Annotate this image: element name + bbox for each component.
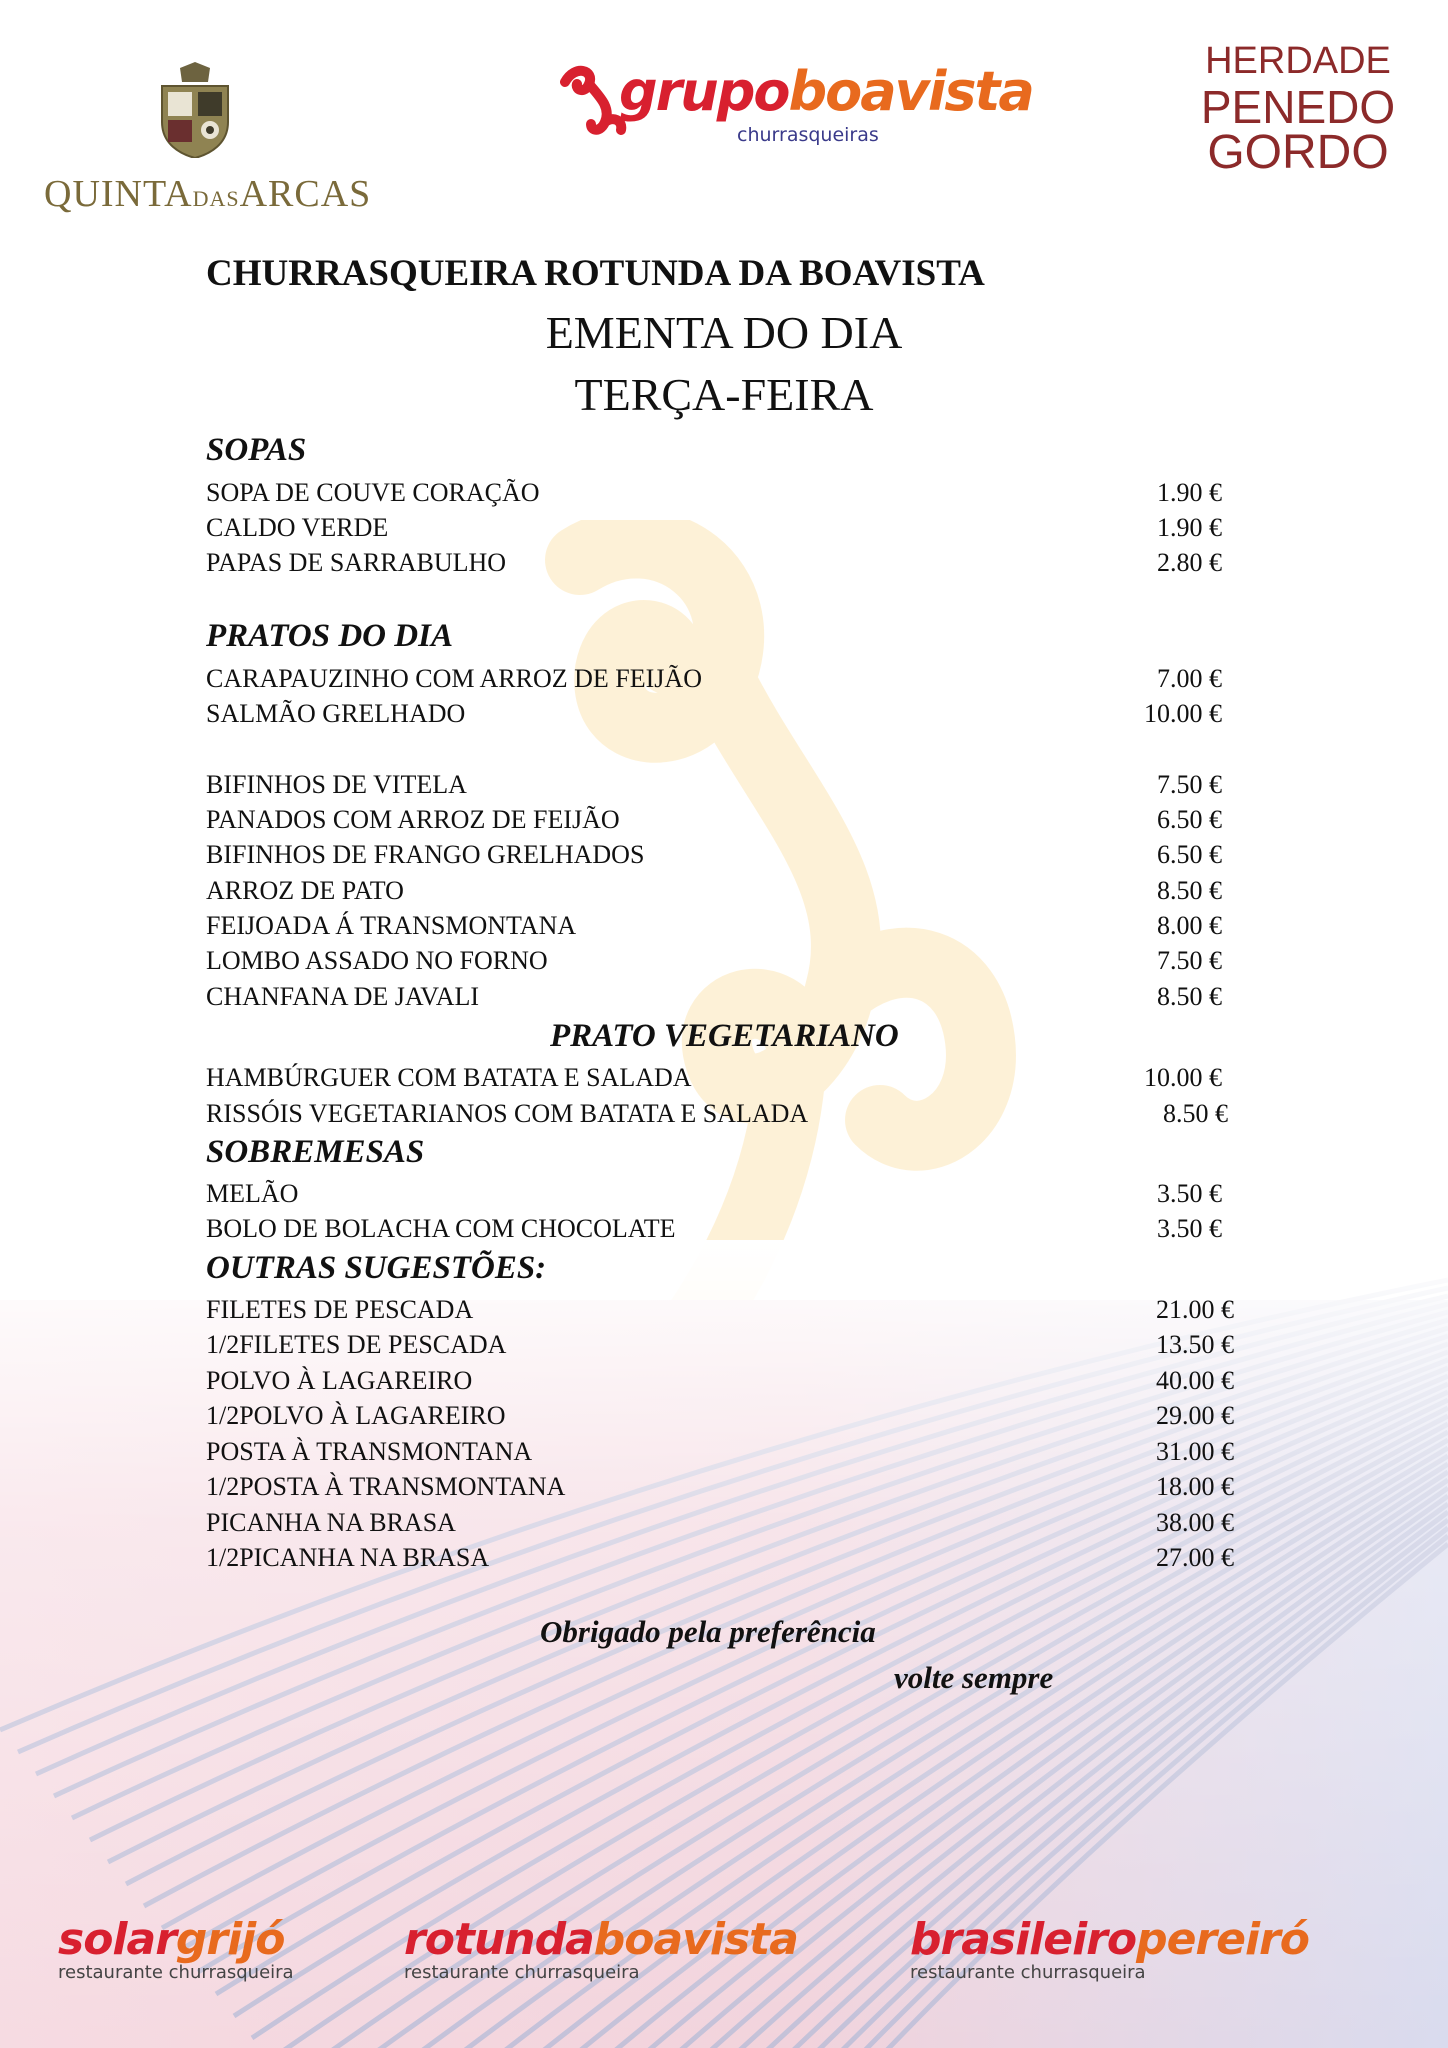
footer-brand-rotunda-boavista [404, 1914, 798, 1983]
footer-brand-name: solargrijó [58, 1914, 285, 1965]
herdade-line-2: PENEDO [1200, 81, 1396, 133]
menu-item-price: 8.50 € [1157, 876, 1222, 905]
footer-brand-subtitle: restaurante churrasqueira [910, 1962, 1146, 1983]
menu-item-name: CARAPAUZINHO COM ARROZ DE FEIJÃO [206, 664, 702, 693]
menu-item-name: POLVO À LAGAREIRO [206, 1366, 473, 1395]
menu-item-price: 6.50 € [1157, 805, 1222, 834]
menu-item-name: 1/2POSTA À TRANSMONTANA [206, 1472, 566, 1501]
menu-item-price: 7.00 € [1157, 664, 1222, 693]
grupo-boavista-logo [555, 58, 1033, 154]
section-heading-outras-sugestoes: OUTRAS SUGESTÕES: [206, 1250, 547, 1286]
menu-item-price: 7.50 € [1157, 770, 1222, 799]
quinta-das-arcas-crest-icon [150, 62, 240, 158]
menu-item-price: 27.00 € [1156, 1543, 1234, 1572]
menu-item-name: POSTA À TRANSMONTANA [206, 1437, 533, 1466]
menu-item-price: 10.00 € [1144, 1063, 1222, 1092]
menu-item-price: 40.00 € [1156, 1366, 1234, 1395]
herdade-line-1: HERDADE [1205, 40, 1391, 82]
footer-brand-subtitle: restaurante churrasqueira [404, 1962, 640, 1983]
menu-item-name: ARROZ DE PATO [206, 876, 404, 905]
menu-item-name: CALDO VERDE [206, 513, 389, 542]
menu-item-name: PICANHA NA BRASA [206, 1508, 456, 1537]
menu-item-name: FEIJOADA Á TRANSMONTANA [206, 911, 577, 940]
menu-item-name: SOPA DE COUVE CORAÇÃO [206, 478, 540, 507]
footer-brand-subtitle: restaurante churrasqueira [58, 1962, 294, 1983]
grupo-boavista-fleur-icon [555, 64, 627, 142]
footer-brand-brasileiro-pereiro [910, 1914, 1309, 1983]
menu-item-price: 7.50 € [1157, 946, 1222, 975]
footer-brand-name: rotundaboavista [404, 1914, 798, 1965]
menu-item-price: 8.00 € [1157, 911, 1222, 940]
menu-item-name: 1/2POLVO À LAGAREIRO [206, 1401, 506, 1430]
thank-you-message: Obrigado pela preferência [540, 1614, 876, 1649]
day-title: TERÇA-FEIRA [574, 369, 874, 420]
menu-item-name: FILETES DE PESCADA [206, 1295, 474, 1324]
restaurant-name: CHURRASQUEIRA ROTUNDA DA BOAVISTA [206, 253, 985, 294]
menu-item-price: 38.00 € [1156, 1508, 1234, 1537]
menu-item-price: 3.50 € [1157, 1179, 1222, 1208]
section-heading-sopas: SOPAS [206, 432, 307, 468]
section-heading-pratos-do-dia: PRATOS DO DIA [206, 618, 453, 654]
menu-item-price: 8.50 € [1157, 982, 1222, 1011]
menu-item-price: 31.00 € [1156, 1437, 1234, 1466]
menu-item-name: CHANFANA DE JAVALI [206, 982, 480, 1011]
menu-item-price: 21.00 € [1156, 1295, 1234, 1324]
menu-item-name: BIFINHOS DE VITELA [206, 770, 467, 799]
footer-brand-name: brasileiropereiró [910, 1914, 1309, 1965]
menu-item-price: 1.90 € [1157, 478, 1222, 507]
menu-item-price: 10.00 € [1144, 699, 1222, 728]
menu-item-name: PANADOS COM ARROZ DE FEIJÃO [206, 805, 620, 834]
menu-item-name: SALMÃO GRELHADO [206, 699, 466, 728]
grupo-boavista-subtitle: churrasqueiras [737, 124, 879, 146]
menu-title: EMENTA DO DIA [545, 307, 903, 358]
quinta-das-arcas-logo: QUINTADASARCAS [44, 173, 372, 215]
herdade-line-3: GORDO [1207, 126, 1389, 179]
menu-item-name: LOMBO ASSADO NO FORNO [206, 946, 548, 975]
menu-item-name: HAMBÚRGUER COM BATATA E SALADA [206, 1063, 692, 1092]
menu-item-name: 1/2FILETES DE PESCADA [206, 1330, 507, 1359]
menu-item-price: 1.90 € [1157, 513, 1222, 542]
footer-brand-solar-grijo [58, 1914, 294, 1983]
section-heading-prato-vegetariano: PRATO VEGETARIANO [550, 1018, 899, 1054]
menu-item-name: RISSÓIS VEGETARIANOS COM BATATA E SALADA [206, 1099, 809, 1128]
menu-item-price: 6.50 € [1157, 840, 1222, 869]
herdade-penedo-gordo-logo [1198, 38, 1398, 179]
menu-item-price: 2.80 € [1157, 548, 1222, 577]
menu-item-price: 29.00 € [1156, 1401, 1234, 1430]
menu-item-price: 18.00 € [1156, 1472, 1234, 1501]
menu-item-name: PAPAS DE SARRABULHO [206, 548, 507, 577]
menu-item-name: 1/2PICANHA NA BRASA [206, 1543, 490, 1572]
section-heading-sobremesas: SOBREMESAS [206, 1134, 425, 1170]
menu-item-price: 8.50 € [1163, 1099, 1228, 1128]
menu-item-name: BOLO DE BOLACHA COM CHOCOLATE [206, 1214, 676, 1243]
menu-item-name: BIFINHOS DE FRANGO GRELHADOS [206, 840, 645, 869]
menu-item-price: 3.50 € [1157, 1214, 1222, 1243]
menu-item-price: 13.50 € [1156, 1330, 1234, 1359]
come-back-message: volte sempre [894, 1660, 1054, 1695]
grupo-boavista-wordmark: grupoboavista [619, 60, 1033, 123]
menu-item-name: MELÃO [206, 1179, 299, 1208]
